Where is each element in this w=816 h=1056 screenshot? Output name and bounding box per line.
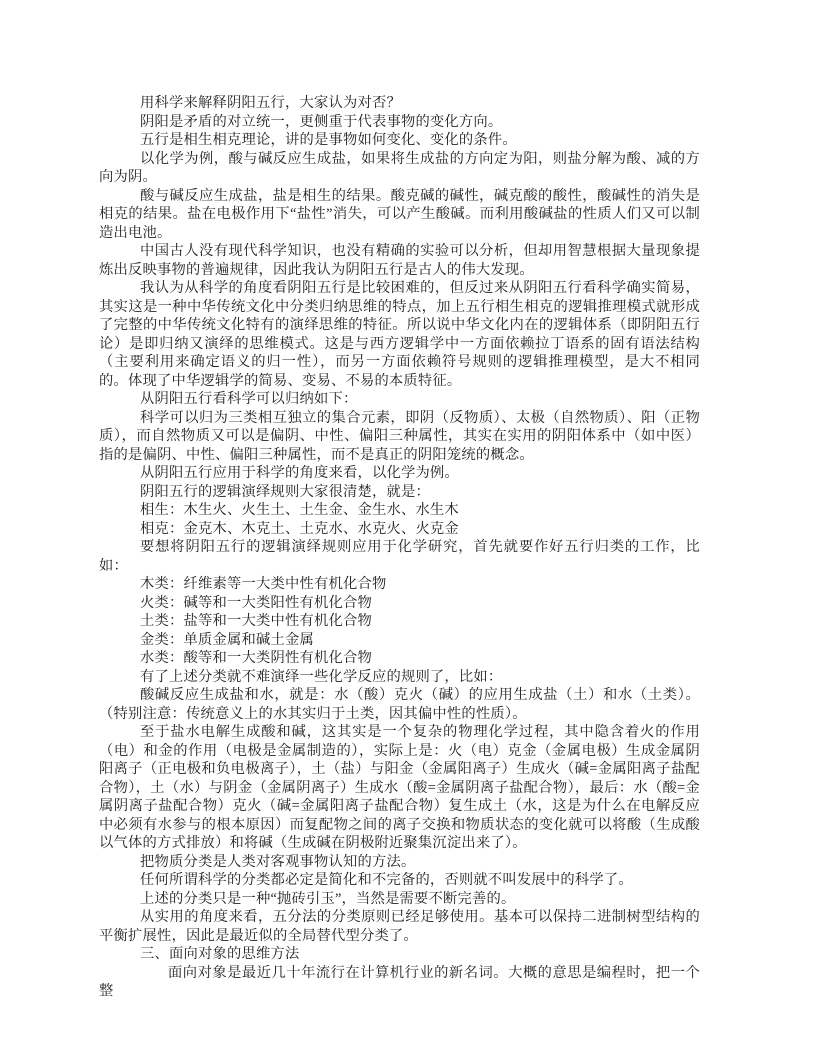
paragraph: 阴阳是矛盾的对立统一，更侧重于代表事物的变化方向。 [140,113,503,130]
paragraph: 相生：木生火、火生土、土生金、金生水、水生木 [140,502,459,518]
paragraph: 任何所谓科学的分类都必定是简化和不完备的，否则就不叫发展中的科学了。 [140,872,633,888]
paragraph: 金类：单质金属和碱土金属 [140,631,314,648]
paragraph: 酸与碱反应生成盐，盐是相生的结果。酸克碱的碱性，碱克酸的酸性，酸碱性的消失是相克的结果。盐在电极作用下“盐性”消失，可以产生酸碱。而利用酸碱盐的性质人们又可以制造出电池。 [99,187,700,241]
paragraph: 以化学为例，酸与碱反应生成盐，如果将生成盐的方向定为阳，则盐分解为酸、减的方向为阴。 [99,150,700,185]
paragraph: 至于盐水电解生成酸和碱，这其实是一个复杂的物理化学过程，其中隐含着火的作用（电）和金的作用（电极是金属制造的），实际上是：火（电）克金（金属电极）生成金属阴阳离子（正电极和负电极离子），土（盐）与阳金（金属阳离子）生成火（碱=金属阳离子盐配合物），土（水）与阴金（金属阴离子）生成水（酸=金属阴离子盐配合物），最后：水（酸=金属阴离子盐配合物）克火（碱=金属阳离子盐配合物）复生成土（水，这是为什么在电解反应中必须有水参与的根本原因）而复配物之间的离子交换和物质状态的变化就可以将酸（生成酸以气体的方式排放）和将碱（生成碱在阴极附近聚集沉淀出来了）。 [99,724,700,851]
paragraph: 有了上述分类就不难演绎一些化学反应的规则了，比如： [140,668,503,685]
paragraph: 酸碱反应生成盐和水，就是：水（酸）克火（碱）的应用生成盐（土）和水（土类）。（特别注意：传统意义上的水其实归于土类，因其偏中性的性质）。 [99,687,700,722]
paragraph: 从阴阳五行应用于科学的角度来看，以化学为例。 [140,465,459,481]
paragraph: 从阴阳五行看科学可以归纳如下： [140,391,358,407]
paragraph: 面向对象是最近几十年流行在计算机行业的新名词。大概的意思是编程时，把一个整 [99,964,700,999]
paragraph: 要想将阴阳五行的逻辑演绎规则应用于化学研究，首先就要作好五行归类的工作，比如： [99,539,700,574]
paragraph: 相克：金克木、木克土、土克水、水克火、火克金 [140,520,459,537]
paragraph: 阴阳五行的逻辑演绎规则大家很清楚，就是： [140,483,430,500]
paragraph: 火类：碱等和一大类阳性有机化合物 [140,594,372,611]
paragraph: 木类：纤维素等一大类中性有机化合物 [140,576,387,592]
document-body [99,94,700,1001]
paragraph: 科学可以归为三类相互独立的集合元素，即阴（反物质）、太极（自然物质）、阳（正物质），而自然物质又可以是偏阴、中性、偏阳三种属性，其实在实用的阴阳体系中（如中医）指的是偏阴、中性、偏阳三种属性，而不是真正的阴阳笼统的概念。 [99,409,700,463]
paragraph: 把物质分类是人类对客观事物认知的方法。 [140,853,416,870]
paragraph: 中国古人没有现代科学知识，也没有精确的实验可以分析，但却用智慧根据大量现象提炼出反映事物的普遍规律，因此我认为阴阳五行是古人的伟大发现。 [99,243,700,278]
paragraph: 三、面向对象的思维方法 [140,946,300,962]
paragraph: 五行是相生相克理论，讲的是事物如何变化、变化的条件。 [140,132,517,148]
paragraph: 从实用的角度来看，五分法的分类原则已经足够使用。基本可以保持二进制树型结构的平衡扩展性，因此是最近似的全局替代型分类了。 [99,909,700,944]
paragraph: 水类：酸等和一大类阴性有机化合物 [140,650,372,666]
paragraph: 土类：盐等和一大类中性有机化合物 [140,613,372,629]
paragraph: 用科学来解释阴阳五行，大家认为对否？ [140,95,401,111]
paragraph: 我认为从科学的角度看阴阳五行是比较困难的，但反过来从阴阳五行看科学确实简易，其实这是一种中华传统文化中分类归纳思维的特点，加上五行相生相克的逻辑推理模式就形成了完整的中华传统文化特有的演绎思维的特征。所以说中华文化内在的逻辑体系（即阴阳五行论）是即归纳又演绎的思维模式。这是与西方逻辑学中一方面依赖拉丁语系的固有语法结构（主要利用来确定语义的归一性），而另一方面依赖符号规则的逻辑推理模型，是大不相同的。体现了中华逻辑学的简易、变易、不易的本质特征。 [99,280,700,389]
paragraph: 上述的分类只是一种“抛砖引玉”，当然是需要不断完善的。 [140,890,516,907]
